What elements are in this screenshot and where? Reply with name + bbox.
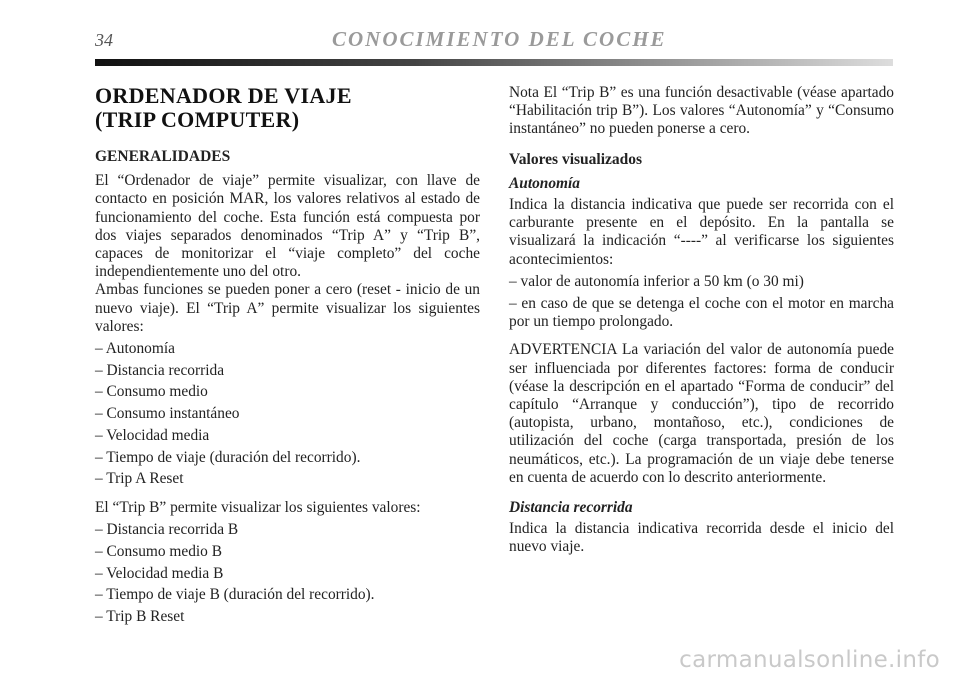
section-subheading: GENERALIDADES [95, 148, 231, 165]
autonomia-heading: Autonomía [509, 174, 580, 192]
distancia-paragraph: Indica la distancia indicativa recorrida desde el inicio del nuevo viaje. [509, 520, 894, 556]
reset-paragraph: Ambas funciones se pueden poner a cero (reset - inicio de un nuevo viaje). El “Trip A” permite visualizar los siguientes valores: [95, 281, 480, 335]
list-item: – Distancia recorrida B [95, 521, 239, 539]
watermark: carmanualsonline.info [679, 647, 940, 673]
title-line-2: (TRIP COMPUTER) [95, 107, 300, 132]
page-title [95, 84, 480, 132]
autonomia-paragraph: Indica la distancia indicativa que puede ser recorrida con el carburante presente en el depósito. En la pantalla se visualizará la indicación “----” al verificarse los siguientes acontecimientos: [509, 196, 894, 268]
left-column [95, 84, 480, 630]
nota-paragraph: Nota El “Trip B” es una función desactivable (véase apartado “Habilitación trip B”). Los valores “Autonomía” y “Consumo instantáneo” no pueden ponerse a cero. [509, 84, 894, 138]
list-item: – Consumo instantáneo [95, 405, 240, 423]
header-rule [95, 59, 893, 66]
distancia-heading: Distancia recorrida [509, 499, 633, 517]
list-item: – en caso de que se detenga el coche con el motor en marcha por un tiempo prolongado. [509, 294, 894, 330]
trip-b-intro: El “Trip B” permite visualizar los siguientes valores: [95, 498, 421, 516]
section-title: CONOCIMIENTO DEL COCHE [332, 27, 667, 51]
values-subheading: Valores visualizados [509, 150, 643, 168]
list-item: – Consumo medio [95, 383, 208, 401]
list-item: – valor de autonomía inferior a 50 km (o 30 mi) [509, 272, 804, 290]
list-item: – Distancia recorrida [95, 361, 225, 379]
list-item: – Trip A Reset [95, 470, 184, 488]
page-number: 34 [95, 30, 113, 50]
list-item: – Velocidad media B [95, 564, 224, 582]
list-item: – Trip B Reset [95, 607, 185, 625]
trip-b-list [95, 521, 480, 626]
trip-a-list [95, 340, 480, 488]
autonomia-list [509, 273, 894, 331]
list-item: – Tiempo de viaje (duración del recorrido). [95, 448, 361, 466]
advertencia-paragraph: ADVERTENCIA La variación del valor de autonomía puede ser influenciada por diferentes factores: forma de conducir (véase la descripción en el apartado “Forma de conducir” del capítulo “Arranque y conducción”), tipo de recorrido (autopista, urbano, montañoso, etc.), condiciones de utilización del coche (carga transportada, presión de los neumáticos, etc.). La programación de un viaje debe tenerse en cuenta de acuerdo con lo descrito anteriormente. [509, 341, 894, 486]
list-item: – Autonomía [95, 340, 175, 358]
list-item: – Consumo medio B [95, 542, 222, 560]
list-item: – Tiempo de viaje B (duración del recorrido). [95, 586, 375, 604]
list-item: – Velocidad media [95, 426, 210, 444]
title-line-1: ORDENADOR DE VIAJE [95, 83, 352, 108]
right-column [509, 84, 894, 557]
intro-paragraph: El “Ordenador de viaje” permite visualizar, con llave de contacto en posición MAR, los valores relativos al estado de funcionamiento del coche. Esta función está compuesta por dos viajes separados denominados “Trip A” y “Trip B”, capaces de monitorizar el “viaje completo” del coche independientemente uno del otro. [95, 172, 480, 281]
